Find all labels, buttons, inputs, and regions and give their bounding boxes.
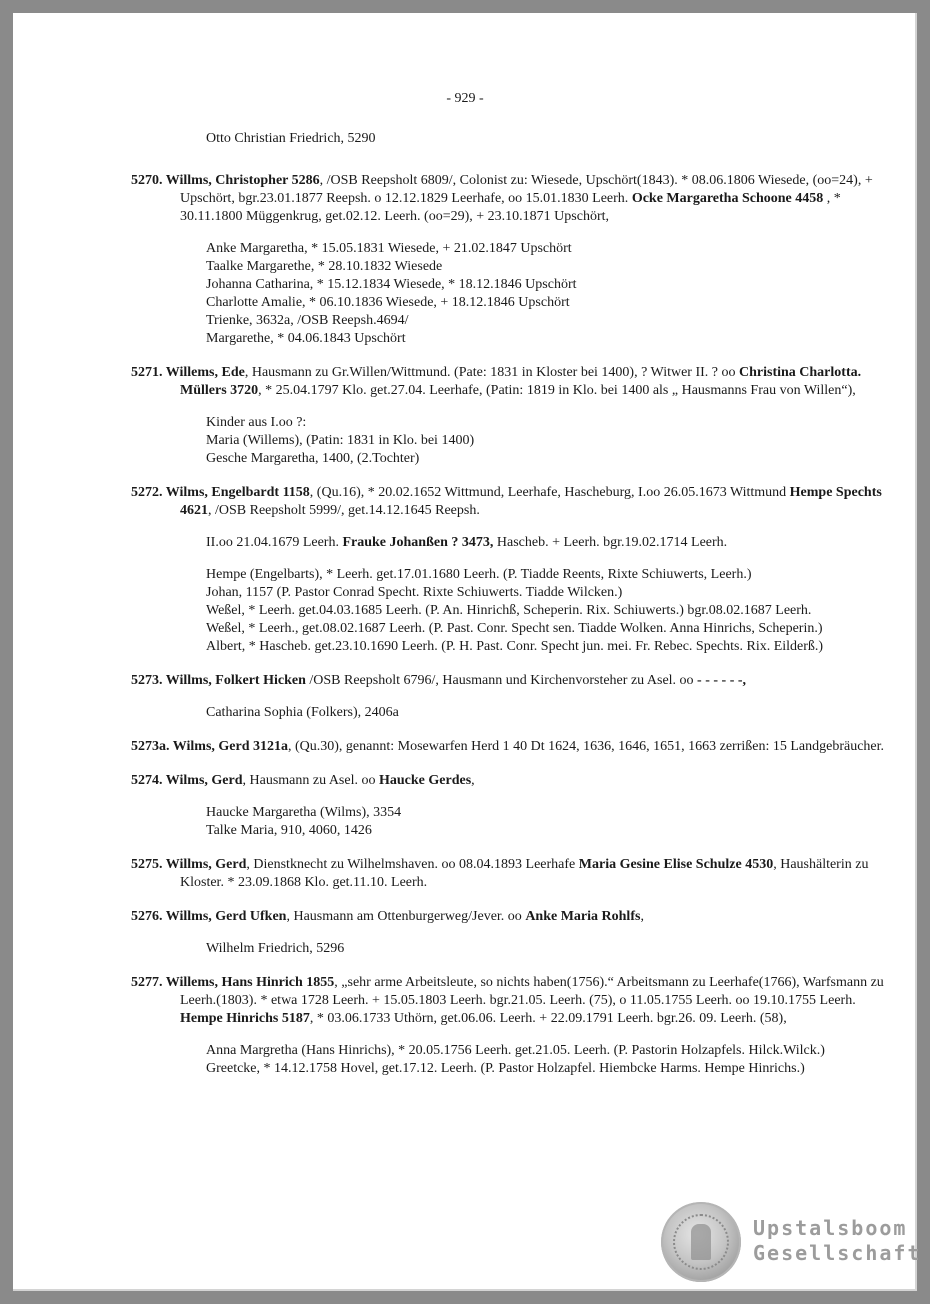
pre-entry-line: Otto Christian Friedrich, 5290 bbox=[206, 131, 376, 146]
bold-name: Willms, Christopher 5286 bbox=[165, 173, 320, 188]
child-item: Johanna Catharina, * 15.12.1834 Wiesede, * 18.12.1846 Upschört bbox=[206, 277, 577, 292]
entry-text-segment: , Hausmann am Ottenburgerweg/Jever. oo bbox=[286, 909, 526, 924]
entry-text-segment: , (Qu.16), * 20.02.1652 Wittmund, Leerhafe, Hascheburg, I.oo 26.05.1673 Wittmund bbox=[309, 485, 790, 500]
child-item: Catharina Sophia (Folkers), 2406a bbox=[206, 705, 399, 720]
bold-name: Wilms, Gerd bbox=[165, 773, 243, 788]
bold-name: Wilms, Engelbardt 1158 bbox=[165, 485, 310, 500]
child-item: Greetcke, * 14.12.1758 Hovel, get.17.12. Leerh. (P. Pastor Holzapfel. Hiembcke Harms. Hempe Hinrichs.) bbox=[206, 1061, 805, 1076]
children-list bbox=[206, 940, 891, 958]
genealogy-entry bbox=[131, 738, 891, 756]
child-item: Maria (Willems), (Patin: 1831 in Klo. bei 1400) bbox=[206, 433, 475, 448]
entry-text-segment: , bbox=[471, 773, 475, 788]
entry-text-segment: /OSB Reepsholt 6796/, Hausmann und Kirchenvorsteher zu Asel. oo bbox=[305, 673, 698, 688]
entry-number: 5271. bbox=[131, 365, 166, 380]
bold-name: Maria Gesine Elise Schulze 4530 bbox=[578, 857, 774, 872]
bold-name: Frauke Johanßen ? 3473, bbox=[342, 535, 494, 550]
entry-main-text bbox=[131, 974, 891, 1028]
children-list bbox=[206, 240, 891, 348]
genealogy-entry bbox=[131, 364, 891, 468]
entry-number: 5273. bbox=[131, 673, 166, 688]
bold-name: - - - - - -, bbox=[697, 673, 747, 688]
child-item: Weßel, * Leerh., get.08.02.1687 Leerh. (P. Past. Conr. Specht sen. Tiadde Wolken. Anna Hinrichs, Scheperin.) bbox=[206, 621, 823, 636]
bold-name: Anke Maria Rohlfs bbox=[525, 909, 641, 924]
entry-main-text bbox=[131, 738, 891, 756]
entry-text-segment: , /OSB Reepsholt 6809/, Colonist zu: Wiesede, Upschört(1843). * 08.06.1806 Wiesede, (oo=24), + Upschört, bgr.23.01.1877 Reepsh. o 12.12.1829 Leerhafe, oo 15.01.1830 Leerh. bbox=[180, 173, 873, 206]
entry-text-segment: , (Qu.30), genannt: Mosewarfen Herd 1 40 Dt 1624, 1636, 1646, 1651, 1663 zerrißen: 15 Landgebräucher. bbox=[288, 739, 885, 754]
child-item: Johan, 1157 (P. Pastor Conrad Specht. Rixte Schiuwerts. Tiadde Wilcken.) bbox=[206, 585, 623, 600]
logo-text bbox=[753, 1216, 922, 1266]
children-list bbox=[206, 414, 891, 468]
logo-line-1: Upstalsboom bbox=[753, 1216, 908, 1240]
child-item: Trienke, 3632a, /OSB Reepsh.4694/ bbox=[206, 313, 409, 328]
entry-text-segment: , „sehr arme Arbeitsleute, so nichts haben(1756).“ Arbeitsmann zu Leerhafe(1766), Warfsmann zu Leerh.(1803). * etwa 1728 Leerh. + 15.05.1803 Leerh. bgr.21.05. Leerh. (75), o 11.05.1755 Leerh. oo 19.10.1755 Leerh. bbox=[180, 975, 884, 1008]
seal-icon bbox=[661, 1202, 741, 1282]
bold-name: Willms, Gerd Ufken bbox=[165, 909, 287, 924]
bold-name: Ocke Margaretha Schoone 4458 bbox=[631, 191, 824, 206]
entry-text-segment: II.oo 21.04.1679 Leerh. bbox=[206, 535, 343, 550]
entry-main-text bbox=[131, 484, 891, 520]
genealogy-entry bbox=[131, 672, 891, 722]
bold-name: Christina Charlotta. Müllers 3720 bbox=[180, 365, 862, 398]
child-item: Anna Margretha (Hans Hinrichs), * 20.05.1756 Leerh. get.21.05. Leerh. (P. Pastorin Holzapfels. Hilck.Wilck.) bbox=[206, 1043, 825, 1058]
entry-main-text bbox=[131, 172, 891, 226]
bold-name: Hempe Hinrichs 5187 bbox=[180, 1011, 310, 1026]
genealogy-entry bbox=[131, 856, 891, 892]
child-item: Albert, * Hascheb. get.23.10.1690 Leerh. (P. H. Past. Conr. Specht jun. mei. Fr. Rebec. Spechts. Rix. Eilderß.) bbox=[206, 639, 824, 654]
entry-text-segment: Hascheb. + Leerh. bgr.19.02.1714 Leerh. bbox=[493, 535, 728, 550]
bold-name: Hempe Spechts 4621 bbox=[180, 485, 882, 518]
entry-text-segment: , bbox=[640, 909, 644, 924]
entry-second-marriage bbox=[206, 534, 891, 552]
entry-text-segment: , * 30.11.1800 Müggenkrug, get.02.12. Leerh. (oo=29), + 23.10.1871 Upschört, bbox=[180, 191, 841, 224]
entry-text-segment: , Haushälterin zu Kloster. * 23.09.1868 Klo. get.11.10. Leerh. bbox=[180, 857, 869, 890]
child-item: Charlotte Amalie, * 06.10.1836 Wiesede, + 18.12.1846 Upschört bbox=[206, 295, 570, 310]
genealogy-entry bbox=[131, 172, 891, 348]
genealogy-entry bbox=[131, 484, 891, 656]
bold-name: Willems, Ede bbox=[165, 365, 245, 380]
child-item: Margarethe, * 04.06.1843 Upschört bbox=[206, 331, 406, 346]
document-body bbox=[131, 130, 891, 1094]
entry-text-segment: , Dienstknecht zu Wilhelmshaven. oo 08.04.1893 Leerhafe bbox=[246, 857, 579, 872]
entry-main-text bbox=[131, 908, 891, 926]
entry-text-segment: , * 25.04.1797 Klo. get.27.04. Leerhafe, (Patin: 1819 in Klo. bei 1400 als „ Hausmanns Frau von Willen“), bbox=[258, 383, 856, 398]
genealogy-entry bbox=[131, 974, 891, 1078]
bold-name: Wilms, Gerd 3121a bbox=[172, 739, 288, 754]
children-list bbox=[206, 704, 891, 722]
genealogy-entry bbox=[131, 772, 891, 840]
child-item: Gesche Margaretha, 1400, (2.Tochter) bbox=[206, 451, 420, 466]
entry-number: 5272. bbox=[131, 485, 166, 500]
logo-line-2: Gesellschaft bbox=[753, 1241, 922, 1265]
entry-number: 5277. bbox=[131, 975, 166, 990]
entry-text-segment: , Hausmann zu Asel. oo bbox=[242, 773, 379, 788]
children-list bbox=[206, 804, 891, 840]
bold-name: Willms, Gerd bbox=[165, 857, 247, 872]
child-item: Wilhelm Friedrich, 5296 bbox=[206, 941, 345, 956]
bold-name: Willems, Hans Hinrich 1855 bbox=[165, 975, 335, 990]
publisher-logo bbox=[655, 1194, 925, 1294]
entry-text-segment: , /OSB Reepsholt 5999/, get.14.12.1645 Reepsh. bbox=[208, 503, 480, 518]
entry-text-segment: , * 03.06.1733 Uthörn, get.06.06. Leerh. + 22.09.1791 Leerh. bgr.26. 09. Leerh. (58), bbox=[309, 1011, 787, 1026]
entry-number: 5276. bbox=[131, 909, 166, 924]
entry-list bbox=[131, 172, 891, 1078]
genealogy-entry bbox=[131, 908, 891, 958]
child-item: Weßel, * Leerh. get.04.03.1685 Leerh. (P. An. Hinrichß, Scheperin. Rix. Schiuwerts.) bgr.08.02.1687 Leerh. bbox=[206, 603, 812, 618]
entry-main-text bbox=[131, 364, 891, 400]
child-item: Taalke Margarethe, * 28.10.1832 Wiesede bbox=[206, 259, 443, 274]
child-item: Hempe (Engelbarts), * Leerh. get.17.01.1680 Leerh. (P. Tiadde Reents, Rixte Schiuwerts, Leerh.) bbox=[206, 567, 752, 582]
entry-number: 5273a. bbox=[131, 739, 173, 754]
entry-main-text bbox=[131, 772, 891, 790]
entry-text-segment: , Hausmann zu Gr.Willen/Wittmund. (Pate: 1831 in Kloster bei 1400), ? Witwer II. ? oo bbox=[244, 365, 739, 380]
child-item: Anke Margaretha, * 15.05.1831 Wiesede, + 21.02.1847 Upschört bbox=[206, 241, 572, 256]
children-list bbox=[206, 566, 891, 656]
child-item: Talke Maria, 910, 4060, 1426 bbox=[206, 823, 372, 838]
entry-number: 5275. bbox=[131, 857, 166, 872]
entry-number: 5274. bbox=[131, 773, 166, 788]
child-item: Kinder aus I.oo ?: bbox=[206, 415, 307, 430]
entry-main-text bbox=[131, 672, 891, 690]
document-page bbox=[13, 13, 922, 1291]
page-number: - 929 - bbox=[446, 91, 484, 106]
entry-number: 5270. bbox=[131, 173, 166, 188]
child-item: Haucke Margaretha (Wilms), 3354 bbox=[206, 805, 402, 820]
entry-main-text bbox=[131, 856, 891, 892]
bold-name: Haucke Gerdes bbox=[378, 773, 472, 788]
children-list bbox=[206, 1042, 891, 1078]
bold-name: Willms, Folkert Hicken bbox=[165, 673, 306, 688]
